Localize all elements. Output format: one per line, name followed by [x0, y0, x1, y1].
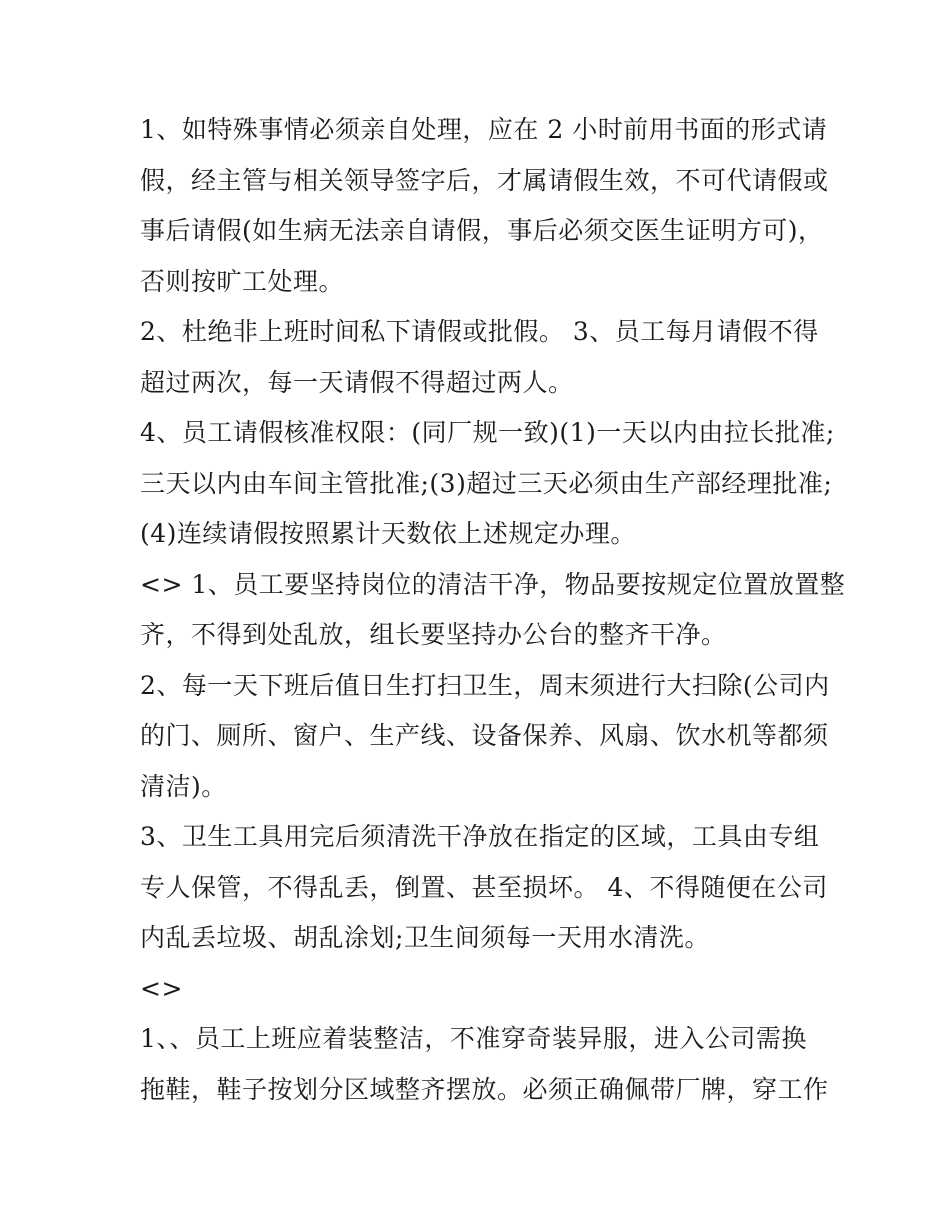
- text-line: 2、杜绝非上班时间私下请假或批假。 3、员工每月请假不得: [140, 317, 819, 346]
- document-body: [140, 105, 846, 1115]
- text-line: 专人保管，不得乱丢，倒置、甚至损坏。 4、不得随便在公司: [140, 872, 828, 902]
- text-line: 内乱丢垃圾、胡乱涂划;卫生间须每一天用水清洗。: [140, 923, 710, 952]
- text-line: 1、如特殊事情必须亲自处理，应在 2 小时前用书面的形式请: [140, 115, 828, 144]
- text-line: 拖鞋，鞋子按划分区域整齐摆放。必须正确佩带厂牌，穿工作: [140, 1074, 829, 1104]
- text-line: <> 1、员工要坚持岗位的清洁干净，物品要按规定位置放置整: [140, 569, 846, 599]
- text-line: 1、、员工上班应着装整洁，不准穿奇装异服，进入公司需换: [140, 1024, 807, 1053]
- text-line: 事后请假(如生病无法亲自请假，事后必须交医生证明方可)，: [140, 216, 824, 245]
- text-line: 超过两次，每一天请假不得超过两人。: [140, 367, 574, 397]
- text-line: 清洁)。: [140, 771, 227, 801]
- text-line: <>: [140, 973, 183, 1003]
- text-line: 假，经主管与相关领导签字后，才属请假生效，不可代请假或: [140, 165, 829, 195]
- text-line: 4、员工请假核准权限：(同厂规一致)(1)一天以内由拉长批准;: [140, 418, 835, 447]
- text-line: 三天以内由车间主管批准;(3)超过三天必须由生产部经理批准;: [140, 468, 833, 498]
- text-line: 的门、厕所、窗户、生产线、设备保养、风扇、饮水机等都须: [140, 721, 829, 750]
- text-line: (4)连续请假按照累计天数依上述规定办理。: [140, 519, 636, 548]
- text-line: 否则按旷工处理。: [140, 266, 345, 296]
- text-line: 齐，不得到处乱放，组长要坚持办公台的整齐干净。: [140, 620, 727, 649]
- text-line: 3、卫生工具用完后须清洗干净放在指定的区域，工具由专组: [140, 822, 820, 851]
- text-line: 2、每一天下班后值日生打扫卫生，周末须进行大扫除(公司内: [140, 670, 830, 700]
